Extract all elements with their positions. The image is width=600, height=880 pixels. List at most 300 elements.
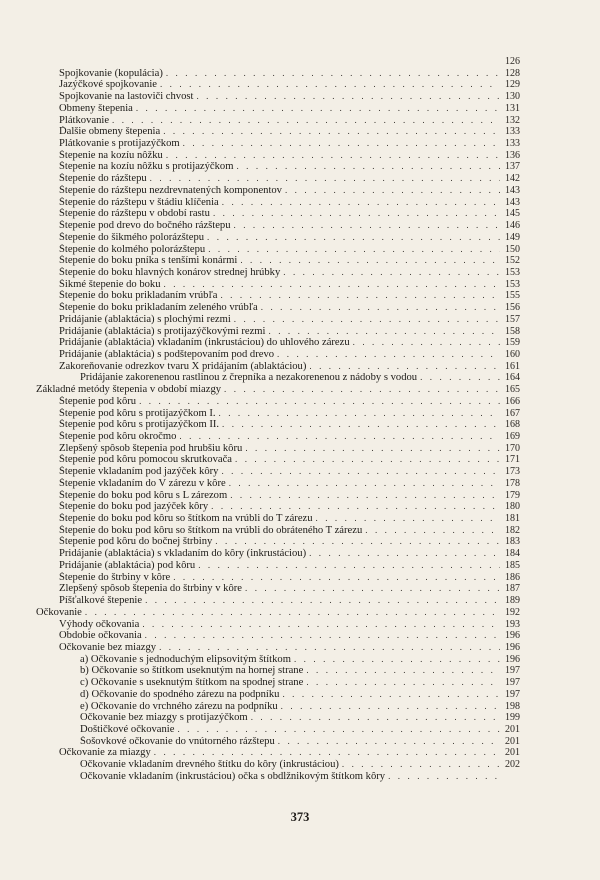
toc-entry-line xyxy=(59,68,500,80)
toc-entry-title: d) Očkovanie do spodného zárezu na podpníku xyxy=(80,688,280,700)
toc-entry-title: b) Očkovanie so štítkom useknutým na hornej strane xyxy=(80,665,304,677)
toc-entry-page: 168 xyxy=(505,419,520,431)
toc-entry-title: Štepenie do rázštepu v štádiu klíčenia xyxy=(59,196,219,208)
toc-entry-line xyxy=(59,513,500,525)
toc-entry xyxy=(0,185,600,197)
toc-entry-line xyxy=(59,454,500,466)
toc-entry-title: Štepenie pod kôru pomocou skrutkovača xyxy=(59,454,232,466)
toc-entry xyxy=(0,408,600,420)
toc-entry xyxy=(0,56,600,68)
dot-leader xyxy=(210,208,500,220)
toc-entry-line xyxy=(59,490,500,502)
toc-entry-title: Štepenie do rázštepu v období rastu xyxy=(59,208,210,220)
toc-entry xyxy=(0,501,600,513)
toc-entry-line xyxy=(80,759,500,771)
toc-entry-title: Pridájanie (ablaktácia) vkladaním (inkrustáciou) do uhlového zárezu xyxy=(59,337,350,349)
toc-entry-page: 199 xyxy=(505,712,520,724)
toc-entry-title: Pridájanie (ablaktácia) s plochými rezmi xyxy=(59,313,231,325)
dot-leader xyxy=(136,396,500,408)
toc-entry xyxy=(0,302,600,314)
toc-entry-line xyxy=(59,408,500,420)
toc-entry-page: 143 xyxy=(505,196,520,208)
toc-entry-page: 161 xyxy=(505,360,520,372)
toc-entry-page: 166 xyxy=(505,395,520,407)
toc-entry-line xyxy=(59,572,500,584)
toc-entry-page: 170 xyxy=(505,442,520,454)
toc-entry-title: Obdobie očkovania xyxy=(59,630,142,642)
dot-leader xyxy=(242,583,500,595)
toc-entry-title: Pridájanie (ablaktácia) s podštepovaním pod drevo xyxy=(59,348,275,360)
toc-entry-title: Štepenie do šikmého polorázštepu xyxy=(59,231,205,243)
toc-entry xyxy=(0,337,600,349)
toc-entry-title: Štepenie do boku prikladaním zeleného vrúbľa xyxy=(59,302,258,314)
toc-entry-page: 128 xyxy=(505,67,520,79)
toc-entry-line xyxy=(59,548,500,560)
toc-entry-page: 159 xyxy=(505,337,520,349)
toc-entry xyxy=(0,525,600,537)
toc-entry-line xyxy=(59,173,500,185)
toc-entry xyxy=(0,536,600,548)
dot-leader xyxy=(204,232,500,244)
toc-entry xyxy=(0,361,600,373)
toc-entry xyxy=(0,701,600,713)
toc-entry-title: Očkovanie za miazgy xyxy=(59,747,151,759)
toc-entry-line xyxy=(59,115,500,127)
toc-entry xyxy=(0,115,600,127)
dot-leader xyxy=(156,642,500,654)
toc-entry-title: Plátkovanie s protijazýčkom xyxy=(59,138,180,150)
dot-leader xyxy=(248,712,500,724)
toc-entry-line xyxy=(59,161,500,173)
dot-leader xyxy=(163,68,500,80)
toc-entry-line xyxy=(59,185,500,197)
dot-leader xyxy=(278,701,500,713)
toc-entry xyxy=(0,513,600,525)
toc-entry-title: Štepenie na kozíu nôžku xyxy=(59,149,163,161)
toc-entry-title: Jazýčkové spojkovanie xyxy=(59,79,157,91)
toc-entry xyxy=(0,232,600,244)
toc-entry-line xyxy=(59,314,500,326)
dot-leader xyxy=(258,302,500,314)
toc-entry-page: 196 xyxy=(505,630,520,642)
toc-entry xyxy=(0,220,600,232)
toc-entry-page: 184 xyxy=(505,548,520,560)
toc-entry-page: 133 xyxy=(505,126,520,138)
toc-entry-title: Štepenie do boku pod kôru s L zárezom xyxy=(59,489,228,501)
toc-entry-title: Štepenie vkladaním do V zárezu v kôre xyxy=(59,477,226,489)
toc-entry xyxy=(0,747,600,759)
toc-entry-page: 167 xyxy=(505,407,520,419)
toc-entry-title: Šikmé štepenie do boku xyxy=(59,278,161,290)
toc-entry-title: e) Očkovanie do vrchného zárezu na podpníku xyxy=(80,700,278,712)
toc-entry xyxy=(0,759,600,771)
toc-entry xyxy=(0,161,600,173)
toc-entry-page: 201 xyxy=(505,747,520,759)
toc-entry-line xyxy=(59,79,500,91)
dot-leader xyxy=(217,290,500,302)
toc-entry-line xyxy=(59,232,500,244)
dot-leader xyxy=(163,150,500,162)
dot-leader xyxy=(280,267,500,279)
dot-leader xyxy=(303,677,500,689)
toc-entry-title: Štepenie pod drevo do bočného rázštepu xyxy=(59,220,231,232)
dot-leader xyxy=(303,665,500,677)
toc-entry xyxy=(0,654,600,666)
dot-leader xyxy=(279,689,500,701)
toc-entry-title: Ďalšie obmeny štepenia xyxy=(59,126,161,138)
toc-entry xyxy=(0,572,600,584)
toc-entry xyxy=(0,290,600,302)
toc-entry-title: Štepenie do boku pod kôru so štítkom na vrúbli do obráteného T zárezu xyxy=(59,524,363,536)
toc-entry xyxy=(0,595,600,607)
dot-leader xyxy=(218,466,500,478)
toc-entry-line xyxy=(59,361,500,373)
toc-entry xyxy=(0,583,600,595)
toc-entry-page: 169 xyxy=(505,431,520,442)
toc-entry-line xyxy=(59,396,500,408)
toc-entry-line xyxy=(59,431,500,443)
toc-entry-page: 146 xyxy=(505,220,520,232)
dot-leader xyxy=(216,408,500,420)
toc-entry-line xyxy=(80,665,500,677)
toc-entry-line xyxy=(59,501,500,513)
toc-entry xyxy=(0,689,600,701)
toc-entry-line xyxy=(59,290,500,302)
toc-entry-page: 133 xyxy=(505,138,520,150)
toc-entry-page: 143 xyxy=(505,184,520,196)
toc-entry xyxy=(0,630,600,642)
toc-entry-page: 129 xyxy=(505,79,520,91)
toc-entry-line xyxy=(59,244,500,256)
toc-entry-line xyxy=(80,654,500,666)
dot-leader xyxy=(350,337,500,349)
toc-entry-line xyxy=(80,736,500,748)
toc-entry-title: Výhody očkovania xyxy=(59,618,140,630)
toc-entry xyxy=(0,255,600,267)
toc-entry-page: 197 xyxy=(505,677,520,689)
toc-entry-title: Šošovkové očkovanie do vnútorného rázštepu xyxy=(80,735,275,747)
toc-entry-title: Štepenie do boku pod jazýček kôry xyxy=(59,501,209,513)
toc-entry xyxy=(0,208,600,220)
toc-entry-page: 153 xyxy=(505,266,520,278)
toc-entry-title: Štepenie pod kôru s protijazýčkom I. xyxy=(59,407,216,419)
toc-entry-title: Zlepšený spôsob štepenia pod hrubšiu kôru xyxy=(59,442,243,454)
toc-entry xyxy=(0,454,600,466)
toc-entry-title: Zlepšený spôsob štepenia do štrbiny v kôre xyxy=(59,583,243,595)
toc-entry xyxy=(0,197,600,209)
dot-leader xyxy=(147,173,500,185)
dot-leader xyxy=(208,501,500,513)
toc-entry xyxy=(0,372,600,384)
dot-leader xyxy=(232,454,500,466)
toc-entry-title: Štepenie pod kôru xyxy=(59,395,137,407)
toc-entry xyxy=(0,150,600,162)
toc-entry-title: Štepenie do boku pníka s tenšími konármi xyxy=(59,255,238,267)
toc-entry-title: c) Očkovanie s useknutým štítkom na spodnej strane xyxy=(80,677,304,689)
toc-entry-line xyxy=(80,372,500,384)
toc-entry-page: 126 xyxy=(505,56,520,67)
toc-entry-line xyxy=(80,677,500,689)
toc-entry-line xyxy=(59,197,500,209)
toc-entry-title: Štepenie vkladaním pod jazýček kôry xyxy=(59,466,219,478)
toc-entry-page: 193 xyxy=(505,618,520,630)
toc-entry-title: Očkovanie xyxy=(36,606,82,618)
toc-entry-page: 180 xyxy=(505,501,520,513)
dot-leader xyxy=(151,747,500,759)
toc-entry xyxy=(0,326,600,338)
toc-entry-page: 196 xyxy=(505,641,520,653)
toc-entry-title: Štepenie do rázštepu nezdrevnatených komponentov xyxy=(59,184,282,196)
toc-entry-title: Štepenie do boku pod kôru so štítkom na vrúbli do T zárezu xyxy=(59,513,313,525)
toc-entry-line xyxy=(59,583,500,595)
toc-entry-title: Očkovanie bez miazgy xyxy=(59,641,157,653)
toc-entry-page: 187 xyxy=(505,583,520,595)
toc-entry xyxy=(0,642,600,654)
toc-entry-page: 198 xyxy=(505,700,520,712)
dot-leader xyxy=(109,115,500,127)
dot-leader xyxy=(385,771,500,783)
toc-entry-page: 165 xyxy=(505,384,520,396)
toc-entry-page: 186 xyxy=(505,571,520,583)
toc-entry-line xyxy=(59,525,500,537)
toc-entry-line xyxy=(59,302,500,314)
toc-entry-page: 131 xyxy=(505,102,520,114)
toc-entry-page: 153 xyxy=(505,278,520,290)
toc-entry-title: Základné metódy štepenia v období miazgy xyxy=(36,384,222,396)
toc-entry xyxy=(0,478,600,490)
toc-entry-line xyxy=(59,138,500,150)
dot-leader xyxy=(82,607,500,619)
toc-entry-page: 132 xyxy=(505,114,520,126)
toc-entry-page: 196 xyxy=(505,653,520,665)
toc-entry xyxy=(0,396,600,408)
toc-entry-title: Štepenie do boku prikladaním vrúbľa xyxy=(59,290,218,302)
toc-entry xyxy=(0,665,600,677)
toc-entry-line xyxy=(59,595,500,607)
toc-entry-page: 157 xyxy=(505,313,520,325)
toc-entry-line xyxy=(59,126,500,138)
toc-entry-title: Štepenie do štrbiny v kôre xyxy=(59,571,171,583)
toc-entry xyxy=(0,466,600,478)
toc-entry-line xyxy=(59,326,500,338)
toc-entry-title: Píšťalkové štepenie xyxy=(59,595,143,607)
toc-entry xyxy=(0,68,600,80)
dot-leader xyxy=(174,724,500,736)
toc-entry-page: 137 xyxy=(505,161,520,173)
toc-entry-line xyxy=(59,747,500,759)
toc-entry xyxy=(0,419,600,431)
toc-entry-title: Obmeny štepenia xyxy=(59,102,133,114)
toc-entry xyxy=(0,736,600,748)
toc-entry-page: 181 xyxy=(505,513,520,525)
toc-entry-page: 197 xyxy=(505,688,520,700)
toc-entry xyxy=(0,619,600,631)
dot-leader xyxy=(237,255,500,267)
toc-entry-title: Štepenie do kolmého polorázštepu xyxy=(59,243,206,255)
toc-entry-title: Štepenie do rázštepu xyxy=(59,173,147,185)
dot-leader xyxy=(306,548,500,560)
toc-entry-line xyxy=(59,560,500,572)
toc-entry xyxy=(0,314,600,326)
toc-entry-title: Pridájanie (ablaktácia) s protijazýčkovými rezmi xyxy=(59,325,266,337)
toc-entry-page: 160 xyxy=(505,348,520,360)
dot-leader xyxy=(193,91,500,103)
dot-leader xyxy=(160,126,500,138)
toc-entry-page: 149 xyxy=(505,231,520,243)
toc-entry-page: 192 xyxy=(505,606,520,618)
toc-entry-line xyxy=(59,267,500,279)
dot-leader xyxy=(362,525,500,537)
toc-entry xyxy=(0,384,600,396)
dot-leader xyxy=(161,279,500,291)
toc-entry-page: 136 xyxy=(505,149,520,161)
toc-entry-page: 197 xyxy=(505,665,520,677)
toc-entry-title: Štepenie na kozíu nôžku s protijazýčkom xyxy=(59,161,234,173)
toc-entry-page: 171 xyxy=(505,454,520,466)
toc-entry-title: Pridájanie (ablaktácia) s vkladaním do kôry (inkrustáciou) xyxy=(59,548,307,560)
dot-leader xyxy=(417,372,500,384)
toc-entry-page: 164 xyxy=(505,372,520,384)
dot-leader xyxy=(219,419,500,431)
toc-entry-line xyxy=(59,279,500,291)
toc-entry xyxy=(0,126,600,138)
toc-entry xyxy=(0,91,600,103)
dot-leader xyxy=(219,197,500,209)
toc-entry-title: Doštičkové očkovanie xyxy=(80,723,175,735)
toc-entry xyxy=(0,244,600,256)
toc-entry-title: Plátkovanie xyxy=(59,114,110,126)
toc-entry-page: 201 xyxy=(505,723,520,735)
dot-leader xyxy=(282,185,500,197)
toc-entry-title: Spojkovanie na lastoviči chvost xyxy=(59,91,194,103)
toc-entry-title: a) Očkovanie s jednoduchým elipsovitým štítkom xyxy=(80,653,291,665)
dot-leader xyxy=(306,361,500,373)
toc-entry-title: Očkovanie bez miazgy s protijazýčkom xyxy=(80,712,248,724)
toc-entry-title: Očkovanie vkladaním drevného štítku do kôry (inkrustáciou) xyxy=(80,759,339,771)
toc-entry-page: 142 xyxy=(505,173,520,185)
toc-entry xyxy=(0,349,600,361)
toc-entry-page: 189 xyxy=(505,595,520,607)
toc-entry-line xyxy=(59,255,500,267)
dot-leader xyxy=(231,220,500,232)
toc-entry-title: Štepenie pod kôru do bočnej štrbiny xyxy=(59,536,213,548)
toc-entry-page: 150 xyxy=(505,243,520,255)
toc-entry-line xyxy=(59,150,500,162)
toc-entry-line xyxy=(59,536,500,548)
toc-entry xyxy=(0,771,600,783)
toc-entry-title: Štepenie pod kôru okročmo xyxy=(59,431,177,442)
dot-leader xyxy=(275,736,500,748)
dot-leader xyxy=(266,326,501,338)
toc-entry-page: 152 xyxy=(505,255,520,267)
toc-entry-line xyxy=(59,630,500,642)
toc-entry-line xyxy=(59,349,500,361)
toc-entry-page: 155 xyxy=(505,290,520,302)
dot-leader xyxy=(142,595,500,607)
toc-entry-title: Pridájanie zakorenenou rastlinou z črepníka a nezakorenenou z nádoby s vodou xyxy=(80,372,418,384)
dot-leader xyxy=(176,431,500,443)
toc-entry-line xyxy=(59,478,500,490)
toc-entry-page: 156 xyxy=(505,302,520,314)
toc-entry-line xyxy=(59,642,500,654)
toc-entry-page: 178 xyxy=(505,477,520,489)
toc-entry-page: 202 xyxy=(505,759,520,771)
toc-entry xyxy=(0,724,600,736)
dot-leader xyxy=(221,384,500,396)
dot-leader xyxy=(313,513,500,525)
toc-entry-line xyxy=(59,208,500,220)
dot-leader xyxy=(274,349,500,361)
toc-entry xyxy=(0,103,600,115)
toc-entry xyxy=(0,431,600,443)
toc-entry xyxy=(0,79,600,91)
toc-entry-line xyxy=(80,689,500,701)
toc-entry-line xyxy=(80,771,500,783)
toc-entry-title: Štepenie do boku hlavných konárov strednej hrúbky xyxy=(59,266,281,278)
dot-leader xyxy=(242,443,500,455)
dot-leader xyxy=(139,619,500,631)
toc-entry-line xyxy=(59,419,500,431)
toc-entry-line xyxy=(59,619,500,631)
toc-entry-title: Pridájanie (ablaktácia) pod kôru xyxy=(59,559,196,571)
table-of-contents xyxy=(0,56,600,783)
toc-entry-line xyxy=(59,443,500,455)
toc-entry xyxy=(0,490,600,502)
dot-leader xyxy=(142,630,500,642)
dot-leader xyxy=(226,478,500,490)
page-number: 373 xyxy=(290,810,310,824)
toc-entry xyxy=(0,560,600,572)
toc-entry-title: Zakoreňovanie odrezkov tvaru X pridájaním (ablaktáciou) xyxy=(59,360,307,372)
toc-entry-page: 182 xyxy=(505,524,520,536)
dot-leader xyxy=(227,490,500,502)
toc-entry-line xyxy=(59,103,500,115)
toc-entry-page: 179 xyxy=(505,489,520,501)
dot-leader xyxy=(195,560,500,572)
toc-entry xyxy=(0,712,600,724)
dot-leader xyxy=(233,161,500,173)
dot-leader xyxy=(339,759,500,771)
toc-entry-line xyxy=(59,91,500,103)
dot-leader xyxy=(157,79,500,91)
dot-leader xyxy=(212,536,500,548)
toc-entry-page: 158 xyxy=(505,325,520,337)
toc-entry xyxy=(0,267,600,279)
dot-leader xyxy=(231,314,500,326)
toc-entry-line xyxy=(59,466,500,478)
toc-entry-page: 173 xyxy=(505,466,520,478)
toc-entry xyxy=(0,548,600,560)
dot-leader xyxy=(205,244,500,256)
toc-entry xyxy=(0,443,600,455)
toc-entry-line xyxy=(36,607,500,619)
toc-entry-title: Očkovanie vkladaním (inkrustáciou) očka s obdĺžnikovým štítkom kôry xyxy=(80,770,386,782)
dot-leader xyxy=(133,103,500,115)
toc-entry-page: 201 xyxy=(505,735,520,747)
dot-leader xyxy=(180,138,500,150)
toc-entry xyxy=(0,173,600,185)
dot-leader xyxy=(170,572,500,584)
toc-entry-line xyxy=(36,384,500,396)
toc-entry xyxy=(0,138,600,150)
toc-entry-line xyxy=(59,220,500,232)
toc-entry-line xyxy=(80,712,500,724)
toc-entry xyxy=(0,279,600,291)
toc-entry xyxy=(0,677,600,689)
dot-leader xyxy=(291,654,500,666)
toc-entry-page: 185 xyxy=(505,559,520,571)
toc-entry-page: 130 xyxy=(505,91,520,103)
